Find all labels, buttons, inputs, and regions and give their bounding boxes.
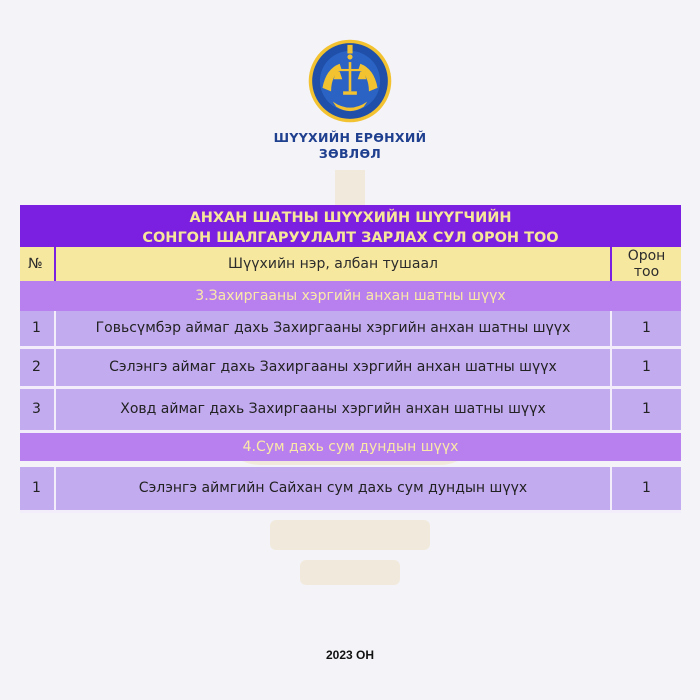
footer-year: 2023 ОН [325,648,375,662]
row-position-count: 1 [611,311,681,347]
vacancy-grid [20,247,681,513]
row-position-count: 1 [611,387,681,431]
row-position-count: 1 [611,467,681,511]
table-row [20,387,681,431]
row-position-count: 1 [611,347,681,387]
table-title-line2: СОНГОН ШАЛГАРУУЛАЛТ ЗАРЛАХ СУЛ ОРОН ТОО [142,230,559,246]
logo-header [0,38,700,162]
table-header-row [20,247,681,281]
table-title [20,205,681,247]
organization-name-line2: ЗӨВЛӨЛ [318,146,382,161]
table-row [20,467,681,511]
row-court-name: Сэлэнгэ аймгийн Сайхан сум дахь сум дундын шүүх [55,467,611,511]
court-emblem-icon [307,38,393,124]
row-number: 1 [20,311,55,347]
row-court-name: Говьсүмбэр аймаг дахь Захиргааны хэргийн анхан шатны шүүх [55,311,611,347]
table-title-line1: АНХАН ШАТНЫ ШҮҮХИЙН ШҮҮГЧИЙН [189,210,512,226]
section-title: 3.Захиргааны хэргийн анхан шатны шүүх [20,281,681,311]
section-row-administrative [20,281,681,311]
column-header-positions: Орон тоо [611,247,681,281]
organization-name-line1: ШҮҮХИЙН ЕРӨНХИЙ [273,130,427,145]
row-court-name: Сэлэнгэ аймаг дахь Захиргааны хэргийн анхан шатны шүүх [55,347,611,387]
row-number: 1 [20,467,55,511]
organization-name [274,130,427,162]
column-header-number: № [20,247,55,281]
section-title: 4.Сум дахь сум дундын шүүх [20,431,681,461]
column-header-court-name: Шүүхийн нэр, албан тушаал [55,247,611,281]
table-row [20,347,681,387]
section-row-soum-court [20,431,681,461]
row-number: 2 [20,347,55,387]
row-court-name: Ховд аймаг дахь Захиргааны хэргийн анхан шатны шүүх [55,387,611,431]
table-row [20,311,681,347]
vacancy-table [20,205,681,513]
row-number: 3 [20,387,55,431]
